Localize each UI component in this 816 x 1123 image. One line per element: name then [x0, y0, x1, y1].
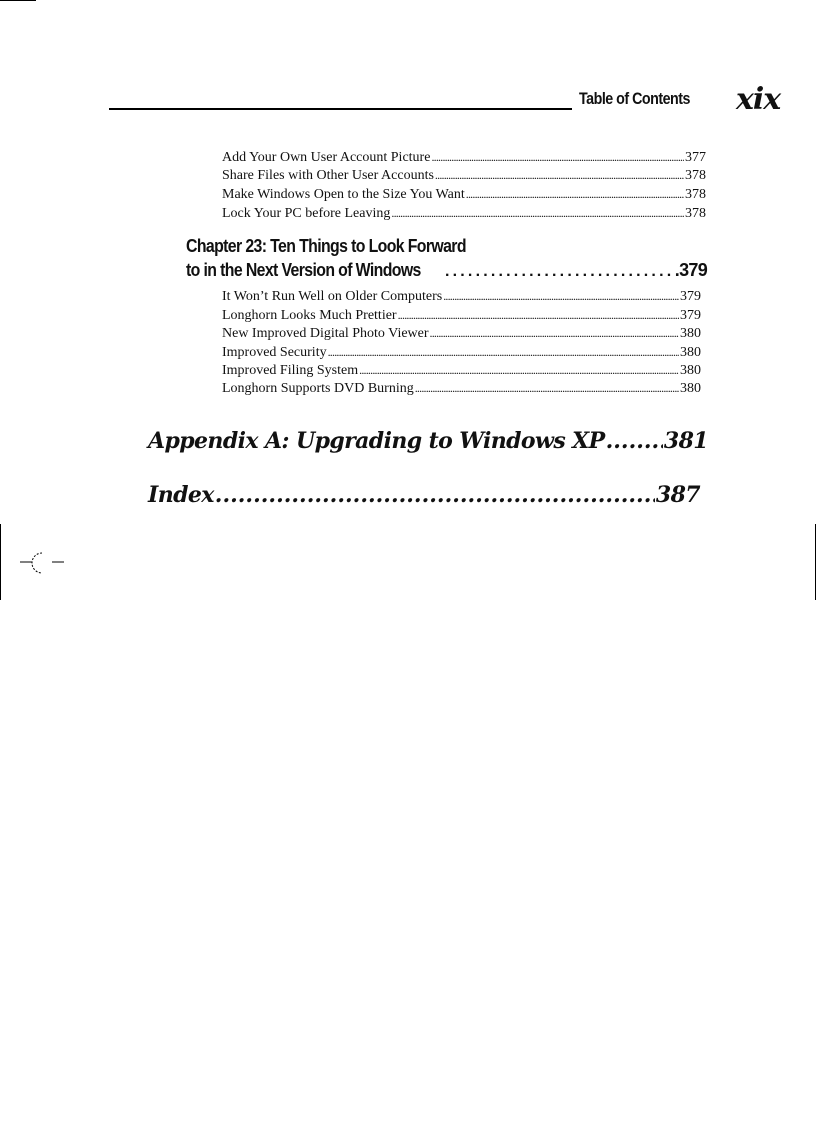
index-page: 387 [655, 482, 700, 508]
toc-entry-title: Add Your Own User Account Picture [222, 150, 431, 165]
toc-entry[interactable] [222, 148, 706, 166]
toc-entry-page: 379 [680, 308, 701, 323]
index-title: Index [148, 482, 214, 508]
toc-entry-title: Longhorn Supports DVD Burning [222, 381, 414, 396]
page-number: xix [736, 82, 781, 117]
dot-leader [430, 324, 679, 343]
chapter-title-line2: to in the Next Version of Windows [186, 260, 421, 280]
toc-entry[interactable] [222, 287, 701, 305]
dot-leader [359, 361, 679, 380]
toc-entry-title: Make Windows Open to the Size You Want [222, 187, 465, 202]
chapter-entry[interactable] [186, 259, 707, 283]
toc-entry-title: It Won’t Run Well on Older Computers [222, 289, 443, 304]
dot-leader [215, 481, 655, 509]
toc-entry-page: 378 [685, 168, 706, 183]
dot-leader [431, 148, 684, 167]
chapter-page: .379 [674, 260, 707, 280]
dot-leader [466, 185, 684, 204]
chapter-title-line1[interactable]: Chapter 23: Ten Things to Look Forward [186, 236, 466, 256]
toc-entry-title: Longhorn Looks Much Prettier [222, 308, 397, 323]
toc-entry[interactable] [222, 185, 706, 203]
registration-mark-icon [20, 550, 66, 576]
dot-leader [435, 166, 684, 185]
toc-entry-title: Lock Your PC before Leaving [222, 206, 391, 221]
crop-mark-top [0, 0, 36, 1]
toc-entry[interactable] [222, 361, 701, 379]
dot-leader [328, 343, 679, 362]
toc-entry-title: Improved Security [222, 345, 327, 360]
header-rule [109, 108, 572, 110]
dot-leader [398, 306, 679, 325]
running-header-title: Table of Contents [579, 89, 690, 108]
appendix-title: Appendix A: Upgrading to Windows XP [148, 428, 605, 454]
toc-entry-page: 380 [680, 381, 701, 396]
toc-entry[interactable] [222, 166, 706, 184]
toc-entry-page: 378 [685, 206, 706, 221]
crop-mark-left [0, 524, 1, 600]
toc-entry-page: 380 [680, 345, 701, 360]
dot-leader [415, 379, 679, 398]
toc-entry-title: New Improved Digital Photo Viewer [222, 326, 429, 341]
dot-leader [445, 259, 674, 283]
toc-entry-page: 377 [685, 150, 706, 165]
toc-entry-page: 378 [685, 187, 706, 202]
toc-entry[interactable] [222, 324, 701, 342]
appendix-entry[interactable] [148, 427, 708, 455]
toc-entry[interactable] [222, 306, 701, 324]
toc-entry-title: Improved Filing System [222, 363, 359, 378]
dot-leader [606, 427, 663, 455]
toc-entry-page: 380 [680, 326, 701, 341]
index-entry[interactable] [148, 481, 700, 509]
toc-entry[interactable] [222, 379, 701, 397]
toc-entry-page: 379 [680, 289, 701, 304]
dot-leader [391, 204, 684, 223]
toc-entry-title: Share Files with Other User Accounts [222, 168, 434, 183]
toc-entry[interactable] [222, 204, 706, 222]
toc-entry[interactable] [222, 343, 701, 361]
appendix-page: 381 [663, 428, 708, 454]
dot-leader [443, 287, 679, 306]
toc-entry-page: 380 [680, 363, 701, 378]
